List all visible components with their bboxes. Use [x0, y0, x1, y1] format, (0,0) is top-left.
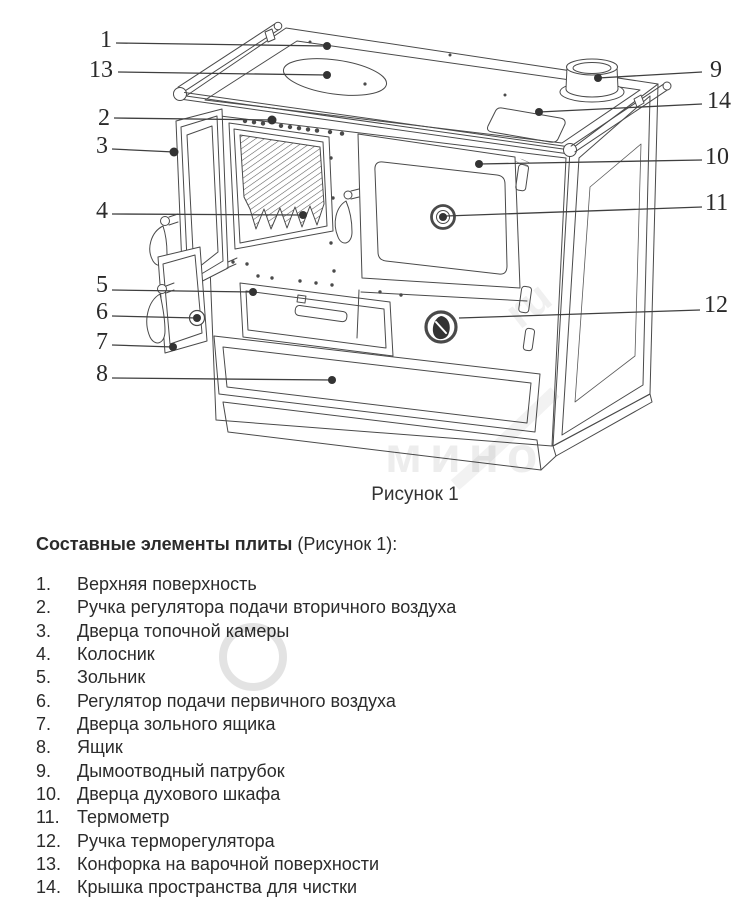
list-item	[36, 666, 732, 689]
item-label: Ручка терморегулятора	[77, 830, 275, 851]
ash-door-handle-pivot	[158, 285, 167, 294]
list-item	[36, 713, 732, 736]
item-number: 9.	[36, 760, 52, 781]
item-number: 6.	[36, 690, 52, 711]
item-number: 7.	[36, 714, 52, 735]
item-label: Зольник	[77, 667, 146, 688]
heading-rest: (Рисунок 1):	[292, 534, 398, 554]
item-label: Дверца духового шкафа	[77, 784, 281, 805]
list-item	[36, 806, 732, 829]
callout-label: 2	[98, 105, 110, 131]
figure-caption: Рисунок 1	[371, 484, 459, 505]
callout-label: 12	[704, 292, 728, 318]
item-label: Конфорка на варочной поверхности	[77, 854, 380, 875]
section-heading	[36, 534, 724, 555]
list-item	[36, 760, 732, 783]
list-item	[36, 830, 732, 853]
item-number: 10.	[36, 784, 62, 805]
item-number: 5.	[36, 667, 52, 688]
front-face	[204, 114, 566, 470]
item-label: Дверца топочной камеры	[77, 620, 290, 641]
callout-label: 7	[96, 329, 108, 355]
callout-label: 3	[96, 133, 108, 159]
item-number: 12.	[36, 830, 62, 851]
item-number: 14.	[36, 877, 62, 898]
list-item	[36, 690, 732, 713]
item-label: Дверца зольного ящика	[77, 714, 276, 735]
item-number: 1.	[36, 574, 52, 594]
callout-label: 11	[705, 190, 729, 216]
item-number: 8.	[36, 737, 52, 758]
callout-label: 14	[707, 88, 731, 114]
stove-drawing	[147, 22, 671, 470]
list-item	[36, 596, 732, 619]
item-label: Ручка регулятора подачи вторичного воздуха	[77, 597, 457, 618]
callout-label: 9	[710, 57, 722, 83]
item-label: Ящик	[77, 737, 123, 758]
firebox-door-handle-pivot	[161, 217, 170, 226]
item-label: Регулятор подачи первичного воздуха	[77, 690, 396, 711]
callout-label: 6	[96, 299, 108, 325]
callout-label: 13	[89, 57, 113, 83]
list-item	[36, 783, 732, 806]
callout-label: 8	[96, 361, 108, 387]
list-item	[36, 736, 732, 759]
item-label: Дымоотводный патрубок	[77, 760, 285, 781]
heading-bold: Составные элементы плиты	[36, 534, 293, 554]
item-label: Верхняя поверхность	[77, 574, 257, 594]
list-item	[36, 853, 732, 876]
list-item	[36, 643, 732, 666]
list-item	[36, 620, 732, 643]
list-item	[36, 876, 732, 899]
item-number: 3.	[36, 620, 52, 641]
item-number: 2.	[36, 597, 52, 618]
callout-label: 4	[96, 198, 108, 224]
item-number: 4.	[36, 644, 52, 665]
callout-label: 10	[705, 144, 729, 170]
item-number: 13.	[36, 854, 62, 875]
item-label: Колосник	[77, 644, 155, 665]
item-label: Крышка пространства для чистки	[77, 877, 358, 898]
item-label: Термометр	[77, 807, 170, 828]
callout-label: 5	[96, 272, 108, 298]
watermark-text: мино	[385, 427, 546, 483]
list-item	[36, 573, 732, 596]
parts-list	[36, 573, 732, 900]
flue-collar	[560, 59, 624, 102]
item-number: 11.	[36, 807, 60, 828]
burner-dot	[363, 82, 366, 85]
callout-label: 1	[100, 27, 112, 53]
